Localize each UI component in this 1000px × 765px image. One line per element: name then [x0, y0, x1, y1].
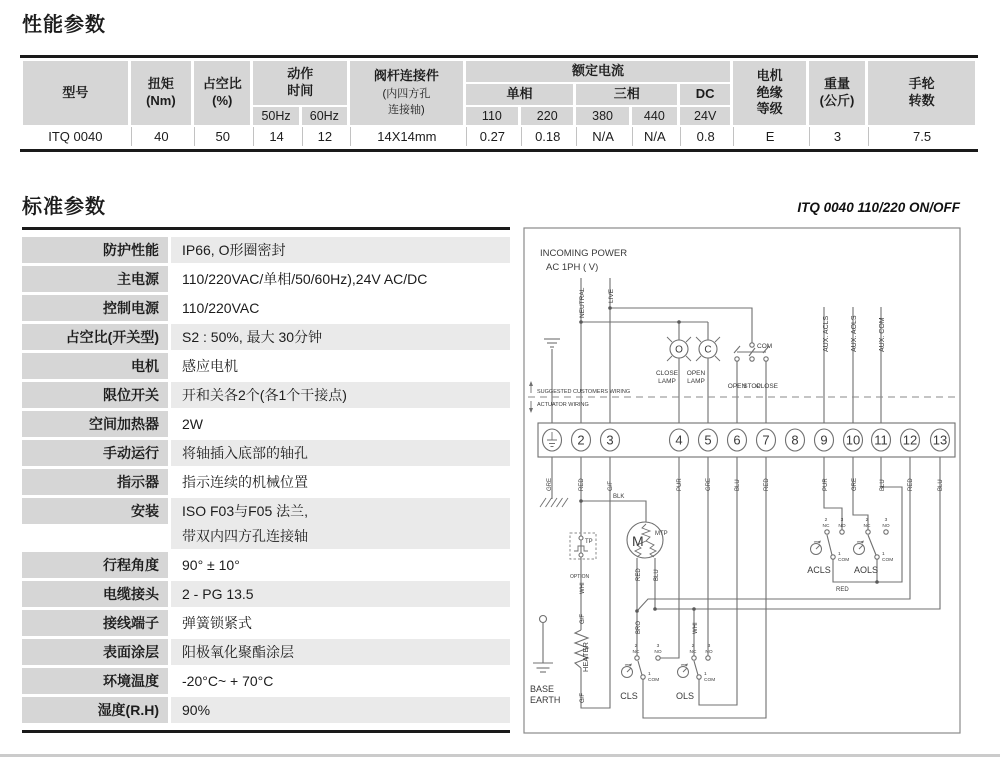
svg-text:COM: COM	[838, 558, 850, 563]
svg-text:NO: NO	[705, 650, 713, 655]
svg-text:5: 5	[704, 432, 712, 448]
svg-text:11: 11	[874, 432, 888, 448]
col-dc: DC	[680, 84, 730, 105]
svg-text:7: 7	[762, 432, 770, 448]
motor-icon	[627, 522, 668, 558]
svg-text:AUX. ACLS: AUX. ACLS	[823, 315, 830, 352]
svg-text:GRE: GRE	[547, 477, 553, 491]
col-insulation: 电机 绝缘 等级	[733, 61, 805, 125]
svg-text:EARTH: EARTH	[530, 695, 561, 705]
open-lamp-icon	[696, 337, 720, 361]
svg-text:NEUTRAL: NEUTRAL	[579, 287, 586, 318]
svg-text:3: 3	[707, 644, 711, 649]
earth-hatch-icon	[540, 498, 568, 507]
svg-text:8: 8	[791, 432, 799, 448]
svg-text:BLK: BLK	[613, 494, 625, 500]
col-220v: 220	[521, 107, 573, 125]
svg-text:OLS: OLS	[675, 691, 695, 701]
svg-text:NC: NC	[863, 524, 871, 529]
svg-text:RED: RED	[908, 478, 914, 491]
svg-text:OPTION: OPTION	[570, 574, 590, 580]
svg-text:3: 3	[656, 644, 660, 649]
svg-text:2: 2	[577, 432, 585, 448]
svg-text:GRE: GRE	[852, 477, 858, 491]
aols-switch	[854, 517, 894, 575]
svg-text:3: 3	[606, 432, 614, 448]
svg-text:LIVE: LIVE	[608, 288, 615, 303]
col-24v: 24V	[680, 107, 730, 125]
svg-text:NC: NC	[632, 650, 640, 655]
svg-text:SUGGESTED CUSTOMERS WIRING: SUGGESTED CUSTOMERS WIRING	[537, 389, 631, 395]
svg-text:GRE: GRE	[706, 477, 712, 491]
spec-row: 主电源 110/220VAC/单相/50/60Hz),24V AC/DC	[22, 266, 510, 292]
svg-text:NO: NO	[838, 524, 846, 529]
svg-text:9: 9	[820, 432, 828, 448]
col-380v: 380	[576, 107, 628, 125]
svg-text:2: 2	[691, 644, 695, 649]
col-model: 型号	[23, 61, 128, 125]
svg-text:HEATER: HEATER	[581, 642, 590, 672]
svg-text:LAMP: LAMP	[658, 378, 676, 385]
svg-text:1: 1	[648, 672, 651, 677]
acls-switch	[807, 517, 849, 575]
svg-text:AC 1PH ( V): AC 1PH ( V)	[546, 262, 599, 273]
wire-color-labels	[547, 478, 944, 703]
page-bottom-rule	[0, 754, 1000, 757]
standard-section-title: 标准参数	[22, 196, 106, 218]
svg-text:OPEN: OPEN	[727, 383, 747, 390]
svg-text:G/F: G/F	[580, 693, 586, 703]
svg-text:BLU: BLU	[654, 569, 660, 581]
svg-text:COM: COM	[882, 558, 894, 563]
svg-text:RED: RED	[764, 478, 770, 491]
svg-text:3: 3	[840, 518, 844, 523]
svg-text:RED: RED	[836, 587, 849, 593]
svg-text:ACTUATOR WIRING: ACTUATOR WIRING	[537, 402, 589, 408]
svg-text:6: 6	[733, 432, 741, 448]
spec-row: 手动运行 将轴插入底部的轴孔	[22, 440, 510, 466]
svg-text:COM: COM	[757, 343, 773, 350]
spec-row: 行程角度 90° ± 10°	[22, 552, 510, 578]
svg-text:2: 2	[824, 518, 828, 523]
svg-text:NC: NC	[822, 524, 830, 529]
terminal-strip	[538, 423, 955, 457]
svg-text:3: 3	[884, 518, 888, 523]
svg-text:WHI: WHI	[693, 622, 699, 634]
col-torque: 扭矩 (Nm)	[131, 61, 191, 125]
svg-text:12: 12	[902, 432, 918, 448]
svg-text:AUX. COM: AUX. COM	[879, 317, 886, 352]
close-lamp-icon	[667, 337, 691, 361]
svg-text:BRO: BRO	[636, 620, 642, 634]
svg-text:WHI: WHI	[580, 582, 586, 594]
col-duty: 占空比 (%)	[194, 61, 250, 125]
junction-dots	[579, 306, 879, 613]
performance-section-title: 性能参数	[22, 14, 106, 36]
svg-text:O: O	[675, 344, 683, 356]
svg-text:BLU: BLU	[880, 479, 886, 491]
internal-earth-icon	[544, 339, 560, 347]
spec-row: 环境温度 -20°C~ + 70°C	[22, 668, 510, 694]
col-60hz: 60Hz	[302, 107, 347, 125]
svg-text:OPEN: OPEN	[686, 370, 706, 377]
cls-switch	[620, 643, 662, 701]
spec-row: 表面涂层 阳极氧化聚酯涂层	[22, 639, 510, 665]
spec-row: 控制电源 110/220VAC	[22, 295, 510, 321]
col-110v: 110	[466, 107, 518, 125]
col-stem: 阀杆连接件 (内四方孔 连接轴)	[350, 61, 463, 125]
col-50hz: 50Hz	[253, 107, 298, 125]
spec-row: 空间加热器 2W	[22, 411, 510, 437]
spec-row: 指示器 指示连续的机械位置	[22, 469, 510, 495]
spec-row: 电缆接头 2 - PG 13.5	[22, 581, 510, 607]
spec-row: 安装 ISO F03与F05 法兰, 带双内四方孔连接轴	[22, 498, 510, 549]
svg-text:2: 2	[865, 518, 869, 523]
svg-text:MTP: MTP	[655, 531, 668, 537]
svg-text:COM: COM	[704, 678, 716, 683]
svg-text:G/F: G/F	[580, 614, 586, 624]
svg-text:RED: RED	[579, 478, 585, 491]
svg-text:BLU: BLU	[735, 479, 741, 491]
svg-text:1: 1	[704, 672, 707, 677]
svg-text:1: 1	[882, 552, 885, 557]
spec-row: 电机 感应电机	[22, 353, 510, 379]
svg-text:NO: NO	[654, 650, 662, 655]
svg-text:LAMP: LAMP	[687, 378, 705, 385]
svg-text:STOP: STOP	[743, 383, 761, 390]
svg-text:10: 10	[845, 432, 861, 448]
col-three-phase: 三相	[576, 84, 677, 105]
svg-text:2: 2	[634, 644, 638, 649]
svg-text:M: M	[632, 533, 644, 549]
spec-row: 接线端子 弹簧锁紧式	[22, 610, 510, 636]
svg-text:PUR: PUR	[823, 478, 829, 491]
svg-text:PUR: PUR	[677, 478, 683, 491]
svg-text:CLOSE: CLOSE	[655, 370, 679, 377]
svg-text:TP: TP	[585, 539, 593, 545]
svg-text:CLOSE: CLOSE	[755, 383, 779, 390]
spec-row: 防护性能 IP66, O形圈密封	[22, 237, 510, 263]
diagram-title: ITQ 0040 110/220 ON/OFF	[797, 200, 960, 215]
svg-text:NC: NC	[689, 650, 697, 655]
svg-text:COM: COM	[648, 678, 660, 683]
svg-text:BLU: BLU	[938, 479, 944, 491]
col-rated-current: 额定电流	[466, 61, 731, 82]
svg-text:CLS: CLS	[620, 691, 638, 701]
spec-row: 湿度(R.H) 90%	[22, 697, 510, 723]
col-weight: 重量 (公斤)	[809, 61, 865, 125]
svg-text:1: 1	[838, 552, 841, 557]
spec-row: 占空比(开关型) S2 : 50%, 最大 30分钟	[22, 324, 510, 350]
spec-row: 限位开关 开和关各2个(各1个干接点)	[22, 382, 510, 408]
svg-text:AUX. AOLS: AUX. AOLS	[851, 315, 858, 352]
svg-text:BASE: BASE	[530, 684, 555, 694]
svg-text:4: 4	[675, 432, 683, 448]
svg-text:AOLS: AOLS	[853, 565, 879, 575]
col-action-time: 动作 时间	[253, 61, 347, 105]
table-row: ITQ 0040 40 50 14 12 14X14mm 0.27 0.18 N/A N/A 0.8 E 3 7.5	[23, 127, 975, 146]
col-single-phase: 单相	[466, 84, 574, 105]
cell-model: ITQ 0040	[23, 127, 128, 146]
svg-text:ACLS: ACLS	[807, 565, 831, 575]
col-handwheel: 手轮 转数	[868, 61, 975, 125]
svg-text:NO: NO	[882, 524, 890, 529]
col-440v: 440	[632, 107, 677, 125]
svg-text:C: C	[704, 344, 712, 356]
ols-switch	[676, 643, 715, 701]
svg-text:13: 13	[932, 432, 948, 448]
svg-text:RED: RED	[636, 568, 642, 581]
thermal-protector-box	[570, 533, 596, 580]
svg-text:INCOMING POWER: INCOMING POWER	[540, 248, 628, 259]
svg-text:G/F: G/F	[608, 481, 614, 491]
